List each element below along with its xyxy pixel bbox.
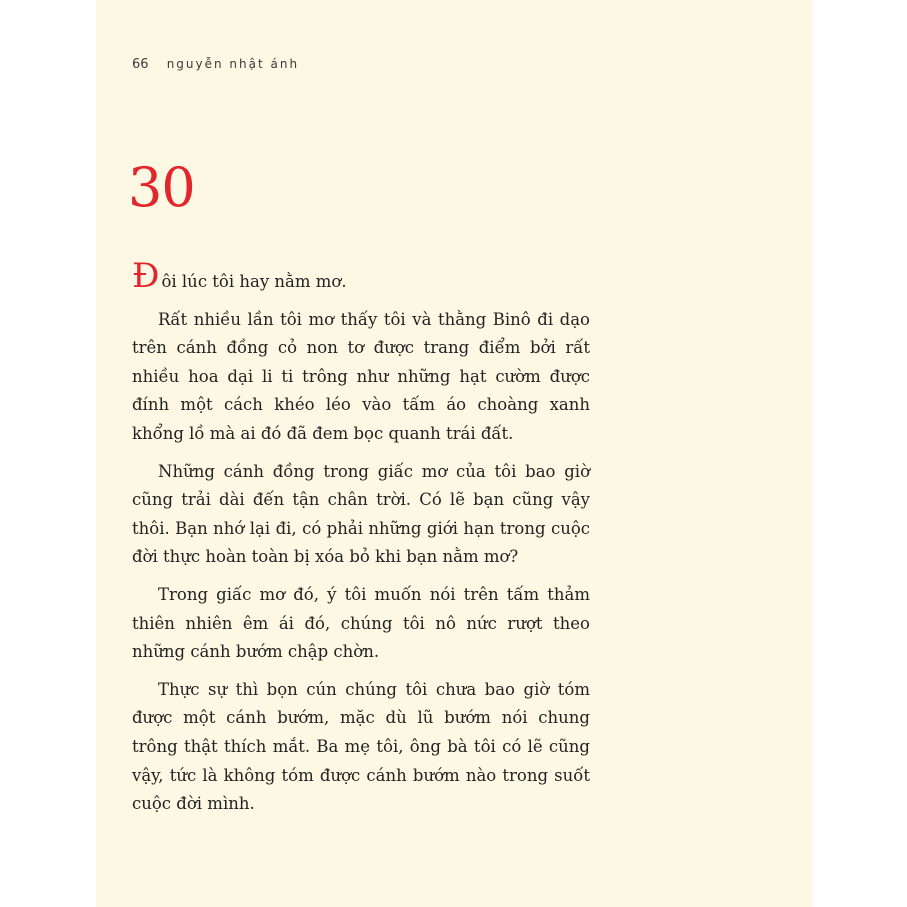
author-name: nguyễn nhật ánh — [166, 57, 300, 71]
chapter-number: 30 — [128, 156, 195, 219]
paragraph: Những cánh đồng trong giấc mơ của tôi bao giờ cũng trải dài đến tận chân trời. Có lẽ bạn cũng vậy thôi. Bạn nhớ lại đi, có phải những giới hạn trong cuộc đời thực hoàn toàn bị xóa bỏ khi bạn nằm mơ? — [132, 461, 590, 567]
paragraph: Thực sự thì bọn cún chúng tôi chưa bao giờ tóm được một cánh bướm, mặc dù lũ bướm nói chung trông thật thích mắt. Ba mẹ tôi, ông bà tôi có lẽ cũng vậy, tức là không tóm được cánh bướm nào trong suốt cuộc đời mình. — [132, 679, 590, 814]
paragraph: Rất nhiều lần tôi mơ thấy tôi và thằng Binô đi dạo trên cánh đồng cỏ non tơ được trang điểm bởi rất nhiều hoa dại li ti trông như những hạt cườm được đính một cách khéo léo vào tấm áo choàng xanh khổng lồ mà ai đó đã đem bọc quanh trái đất. — [132, 309, 590, 443]
chapter-body — [132, 256, 590, 828]
paragraph-text: ôi lúc tôi hay nằm mơ. — [161, 272, 347, 291]
page-number: 66 — [132, 57, 149, 72]
running-head — [132, 57, 299, 72]
drop-cap: Đ — [132, 256, 160, 296]
paragraph-first — [132, 256, 590, 297]
paragraph: Trong giấc mơ đó, ý tôi muốn nói trên tấm thảm thiên nhiên êm ái đó, chúng tôi nô nức rượt theo những cánh bướm chập chờn. — [132, 584, 590, 662]
